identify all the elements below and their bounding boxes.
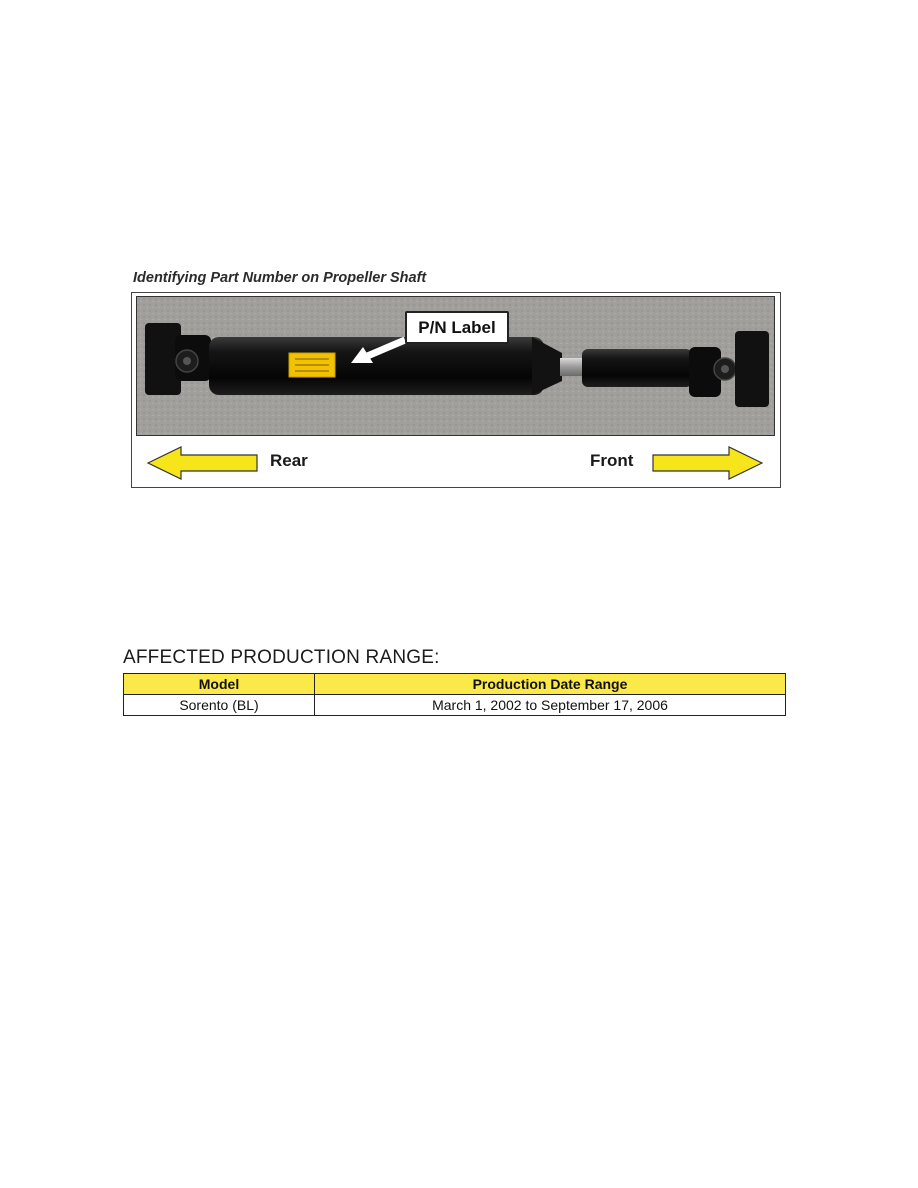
date-range-cell: March 1, 2002 to September 17, 2006 [315,695,786,716]
table-row [124,695,786,716]
propeller-shaft-figure [131,292,781,488]
front-label: Front [590,451,634,470]
table-header-row [124,674,786,695]
rear-arrow-icon [146,446,260,480]
figure-caption: Identifying Part Number on Propeller Shaft [133,270,427,286]
production-range-table [123,673,786,716]
affected-production-range-heading: AFFECTED PRODUCTION RANGE: [123,647,440,668]
rear-label: Rear [270,451,308,470]
column-header-model: Model [124,674,315,695]
propeller-shaft-photo [136,296,775,436]
model-cell: Sorento (BL) [124,695,315,716]
column-header-date-range: Production Date Range [315,674,786,695]
pn-label-callout: P/N Label [405,311,509,344]
direction-row [132,443,782,483]
front-arrow-icon [650,446,764,480]
